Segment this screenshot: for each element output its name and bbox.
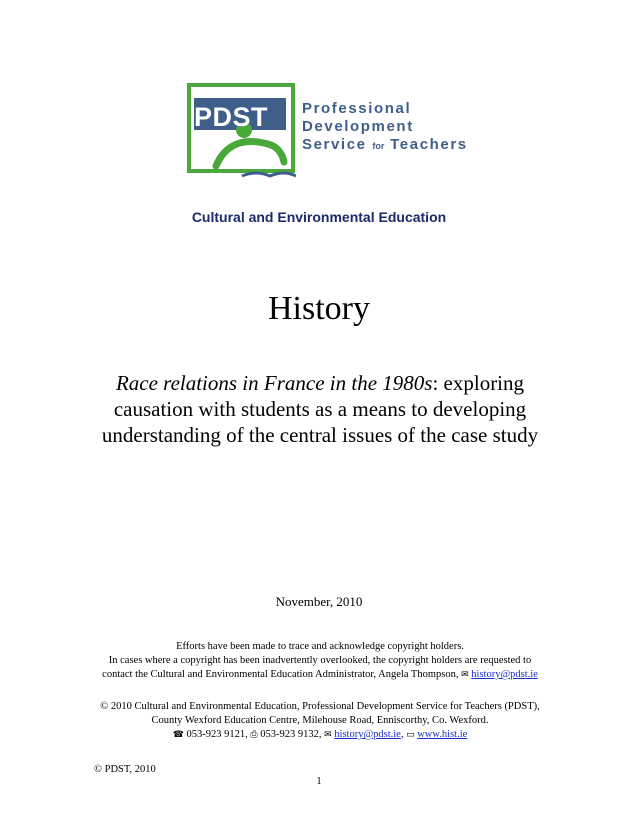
address-contact-line: ☎ 053-923 9121, ⎙ 053-923 9132, ✉ history@pdst.ie, ▭ www.hist.ie [172,729,468,740]
publication-date: November, 2010 [275,594,363,609]
subtitle-italic: Race relations in France in the 1980s [115,371,433,395]
logo-line-1: Professional [302,100,412,117]
pdst-logo-mark [186,82,296,186]
pdst-logo [186,82,468,194]
phone-icon: ☎ [172,730,184,740]
subtitle-rest: : exploring causation with students as a means to developing understanding of the central issues of the case study [101,371,539,447]
logo-line-3-small: for [372,141,385,151]
address-block [80,700,560,742]
logo-line-3 [302,136,468,155]
logo-line-3-part1: Service [302,136,367,153]
address-line-2: County Wexford Education Centre, Milehouse Road, Enniscorthy, Co. Wexford. [151,715,489,726]
copyright-note-line-3-text: contact the Cultural and Environmental Education Administrator, Angela Thompson, [102,669,459,680]
fax-number: 053-923 9132, [260,729,322,740]
logo-line-2: Development [302,118,414,135]
address-email-link[interactable]: history@pdst.ie [334,729,401,740]
page-title: History [268,290,370,327]
copyright-note-line-2: In cases where a copyright has been inadvertently overlooked, the copyright holders are requested to [108,655,532,666]
address-line-1: © 2010 Cultural and Environmental Education, Professional Development Service for Teachers (PDST), [100,701,540,712]
copyright-email-link[interactable]: history@pdst.ie [471,669,538,680]
logo-wordmark [302,100,468,155]
phone-number: 053-923 9121, [186,729,248,740]
copyright-note [80,640,560,682]
computer-icon: ▭ [406,730,415,740]
department-heading: Cultural and Environmental Education [191,209,447,225]
email-icon: ✉ [461,670,469,680]
page-number: 1 [316,776,322,787]
fax-icon: ⎙ [250,730,258,740]
footer-copyright: © PDST, 2010 [94,764,156,775]
page-subtitle [92,370,548,448]
website-link[interactable]: www.hist.ie [417,729,468,740]
email-icon: ✉ [324,730,332,740]
copyright-note-line-1: Efforts have been made to trace and acknowledge copyright holders. [176,641,464,652]
logo-brand-text: PDST [194,102,269,132]
copyright-note-line-3 [80,668,560,682]
logo-line-3-part2: Teachers [390,136,468,153]
